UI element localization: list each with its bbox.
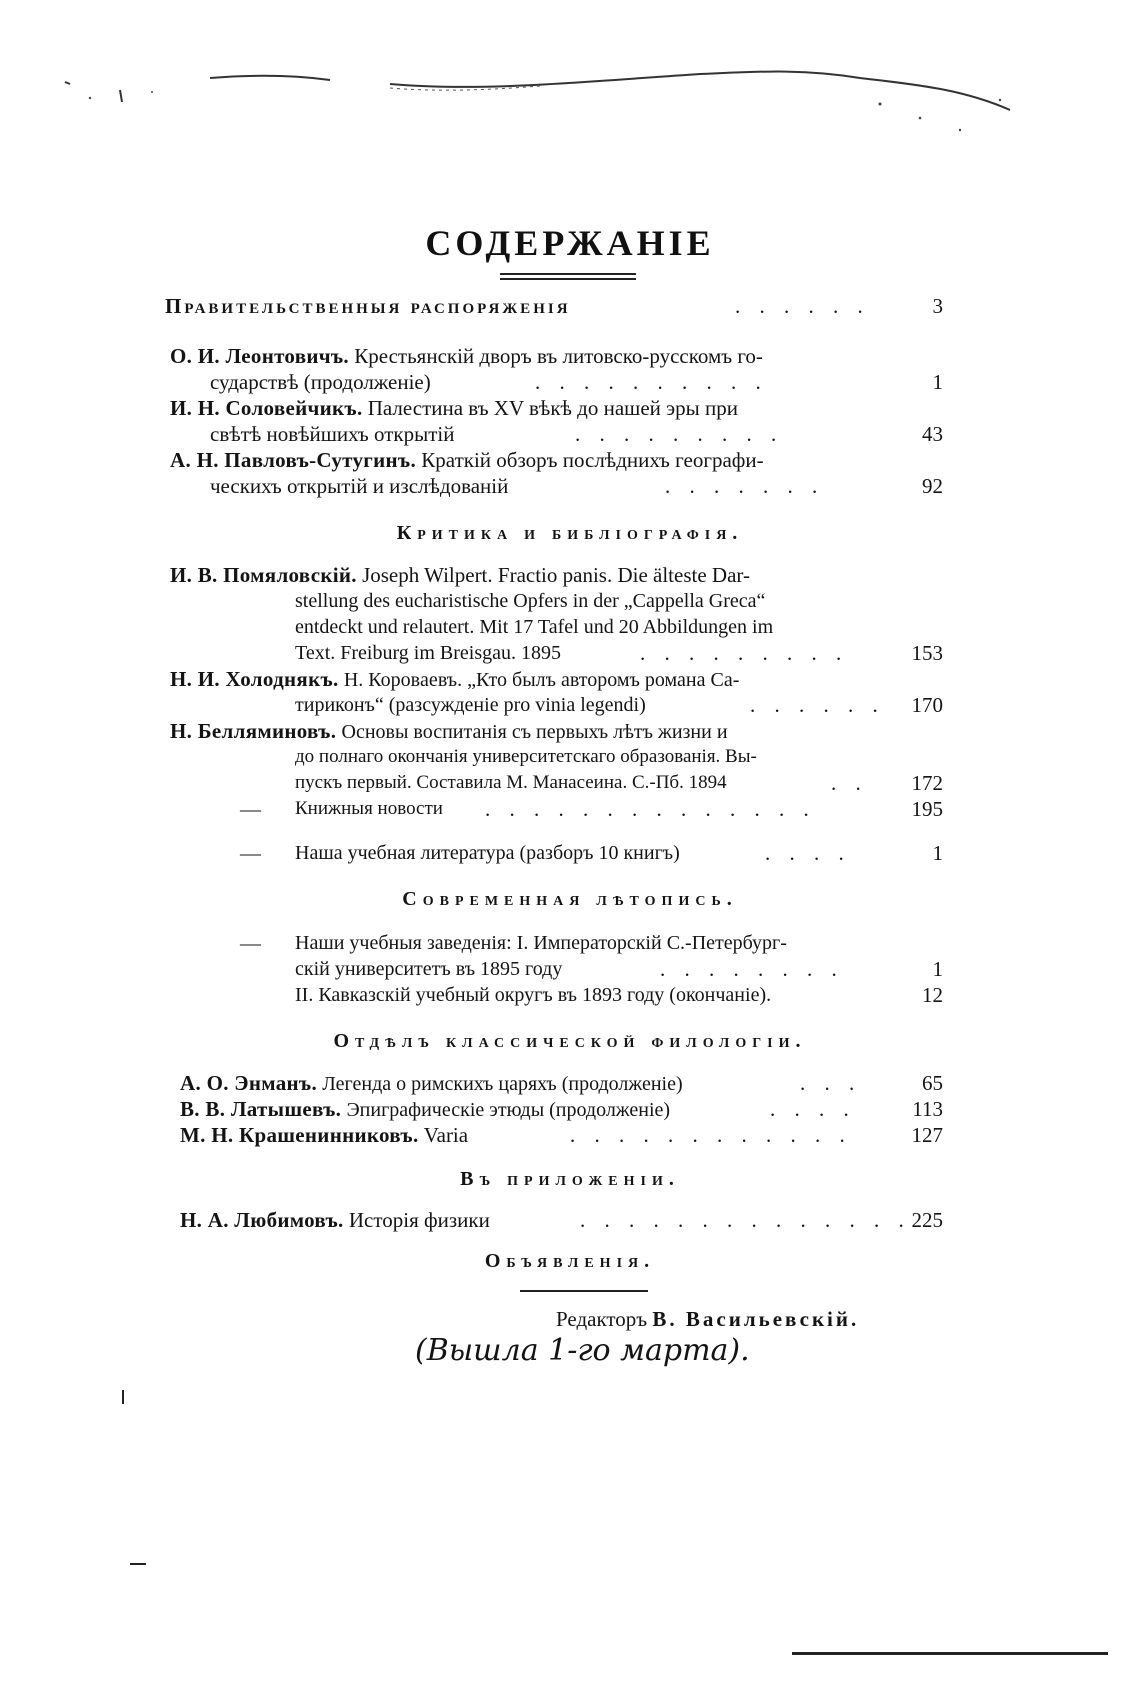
page-number: 113 [912, 1097, 943, 1121]
entry-text: Краткiй обзоръ послѣднихъ географи- [421, 448, 764, 472]
toc-entry [180, 1096, 943, 1122]
entry-text: Varia [423, 1123, 469, 1147]
entry-text: свѣтѣ новѣйшихъ открытiй [210, 422, 455, 446]
entry-author: А. Н. Павловъ-Сутугинъ. [170, 448, 417, 472]
page-number: 3 [932, 294, 943, 318]
toc-entry-book-news [240, 796, 943, 822]
margin-mark [122, 1390, 124, 1404]
entry-text: Исторiя физики [348, 1208, 490, 1232]
leader-dots: . . . . [765, 841, 851, 865]
entry-text: Палестина въ XV вѣкѣ до нашей эры при [367, 396, 739, 420]
leader-dots: . . . . . . . . . [640, 641, 849, 665]
entry-text: Наша учебная литература (разборъ 10 книгъ) [295, 842, 680, 864]
editor-label: Редакторъ [556, 1307, 648, 1331]
entry-text: скiй университетъ въ 1895 году [295, 958, 563, 980]
toc-entry [170, 395, 943, 421]
entry-text: Text. Freiburg im Breisgau. 1895 [295, 642, 561, 664]
toc-entry-cont [210, 473, 943, 499]
section-heading-chronicle: Современная лѣтопись. [402, 888, 738, 910]
entry-text: Основы воспитанiя съ первыхъ лѣтъ жизни и [341, 721, 728, 743]
entry-author: И. В. Помяловскiй. [170, 563, 357, 587]
leader-dots: . . . . . . [735, 294, 870, 318]
toc-entry [170, 447, 943, 473]
entry-author: И. Н. Соловейчикъ. [170, 396, 363, 420]
page-number: 172 [911, 771, 943, 795]
page-number: 170 [911, 693, 943, 717]
page-number: 153 [911, 641, 943, 665]
toc-entry-cont [295, 770, 943, 796]
entry-text: пускъ первый. Составила М. Манасеина. С.-Пб. 1894 [295, 772, 727, 793]
toc-entry [170, 562, 943, 588]
leader-dots: . . . . . . [750, 693, 885, 717]
title-underline [500, 273, 636, 275]
announcements-heading: Объявленiя. [484, 1250, 656, 1272]
toc-entry-cont [295, 588, 943, 614]
dash: — [240, 931, 261, 955]
entry-text: stellung des eucharistische Opfers in der „Cappella Greca“ [295, 590, 766, 612]
section-label: Правительственныя распоряженiя [165, 294, 571, 318]
scan-noise [60, 70, 1020, 140]
dash: — [240, 841, 261, 865]
entry-text: Эпиграфическiе этюды (продолженiе) [346, 1099, 671, 1121]
leader-dots: . . . . . . . [665, 474, 825, 498]
toc-entry [170, 666, 943, 692]
entry-text: ческихъ открытiй и изслѣдованiй [210, 474, 509, 498]
leader-dots: . . . . [770, 1097, 856, 1121]
entry-author: В. В. Латышевъ. [180, 1097, 342, 1121]
leader-dots: . . . . . . . . . . . . . . [485, 797, 816, 821]
entry-author: Н. А. Любимовъ. [180, 1208, 344, 1232]
editor-line [556, 1307, 859, 1332]
page-number: 1 [932, 841, 943, 865]
section-heading-appendix: Въ приложенiи. [460, 1168, 680, 1190]
toc-entry-cont [210, 369, 943, 395]
leader-dots: . . [831, 771, 868, 795]
leader-dots: . . . . . . . . . [575, 422, 784, 446]
entry-author: А. О. Энманъ. [180, 1071, 317, 1095]
toc-entry [180, 1122, 943, 1148]
entry-author: Н. И. Холоднякъ. [170, 667, 339, 691]
separator-rule [520, 1290, 648, 1292]
entry-text: Наши учебныя заведенiя: I. Императорскiй С.-Петербург- [295, 932, 787, 954]
page-number: 12 [922, 983, 943, 1007]
page-number: 43 [922, 422, 943, 446]
handwritten-release-note: (Вышла 1-го марта). [415, 1333, 750, 1368]
dash: — [240, 797, 261, 821]
page-number: 1 [932, 957, 943, 981]
entry-text: II. Кавказскiй учебный округъ въ 1893 году (окончанiе). [295, 984, 772, 1006]
editor-name: В. Васильевскiй. [652, 1307, 860, 1331]
page-number: 195 [911, 797, 943, 821]
entry-text: Н. Коровaевъ. „Кто былъ авторомъ романа Са- [343, 669, 740, 691]
toc-entry [180, 1070, 943, 1096]
entry-author: Н. Белляминовъ. [170, 719, 337, 743]
entry-text: тириконъ“ (разсужденiе pro vinia legendi) [295, 694, 646, 716]
entry-text: Joseph Wilpert. Fractio panis. Die älteste Dar- [362, 563, 750, 587]
entry-author: О. И. Леонтовичъ. [170, 344, 349, 368]
toc-entry [170, 718, 943, 744]
section-heading-classics: Отдѣлъ классической филологiи. [333, 1030, 807, 1052]
toc-entry-cont [295, 982, 943, 1008]
margin-mark [130, 1563, 146, 1565]
toc-entry [170, 343, 943, 369]
leader-dots: . . . . . . . . . . . . . . [580, 1208, 911, 1232]
entry-text: Легенда о римскихъ царяхъ (продолженiе) [322, 1073, 683, 1095]
leader-dots: . . . . . . . . [660, 957, 844, 981]
entry-author: М. Н. Крашенинниковъ. [180, 1123, 419, 1147]
entry-text: до полнаго окончанiя университетскаго образованiя. Вы- [295, 746, 757, 767]
leader-dots: . . . . . . . . . . [535, 370, 768, 394]
page-number: 65 [922, 1071, 943, 1095]
page-number: 1 [932, 370, 943, 394]
toc-entry-cont [295, 692, 943, 718]
page-number: 92 [922, 474, 943, 498]
title-underline [500, 278, 636, 280]
section-heading-critique: Критика и библiографiя. [396, 522, 744, 544]
toc-entry [180, 1207, 943, 1233]
page-number: 127 [911, 1123, 943, 1147]
toc-entry-chronicle [240, 930, 943, 956]
entry-text: сударствѣ (продолженiе) [210, 370, 431, 394]
toc-entry-gov-orders [165, 293, 943, 319]
entry-text: Крестьянскiй дворъ въ литовско-русскомъ го- [354, 344, 763, 368]
toc-entry-cont [295, 614, 943, 640]
page-title: СОДЕРЖАНIЕ [425, 223, 715, 263]
bottom-rule [792, 1652, 1108, 1655]
toc-entry-cont [295, 640, 943, 666]
toc-entry-cont [210, 421, 943, 447]
leader-dots: . . . . . . . . . . . . [570, 1123, 852, 1147]
page-number: 225 [911, 1208, 943, 1232]
entry-text: Книжныя новости [295, 798, 443, 819]
toc-entry-cont [295, 956, 943, 982]
entry-text: entdeckt und relautert. Mit 17 Tafel und 20 Abbildungen im [295, 616, 774, 638]
leader-dots: . . . [800, 1071, 862, 1095]
toc-entry-cont [295, 744, 943, 770]
toc-entry-textbooks [240, 840, 943, 866]
